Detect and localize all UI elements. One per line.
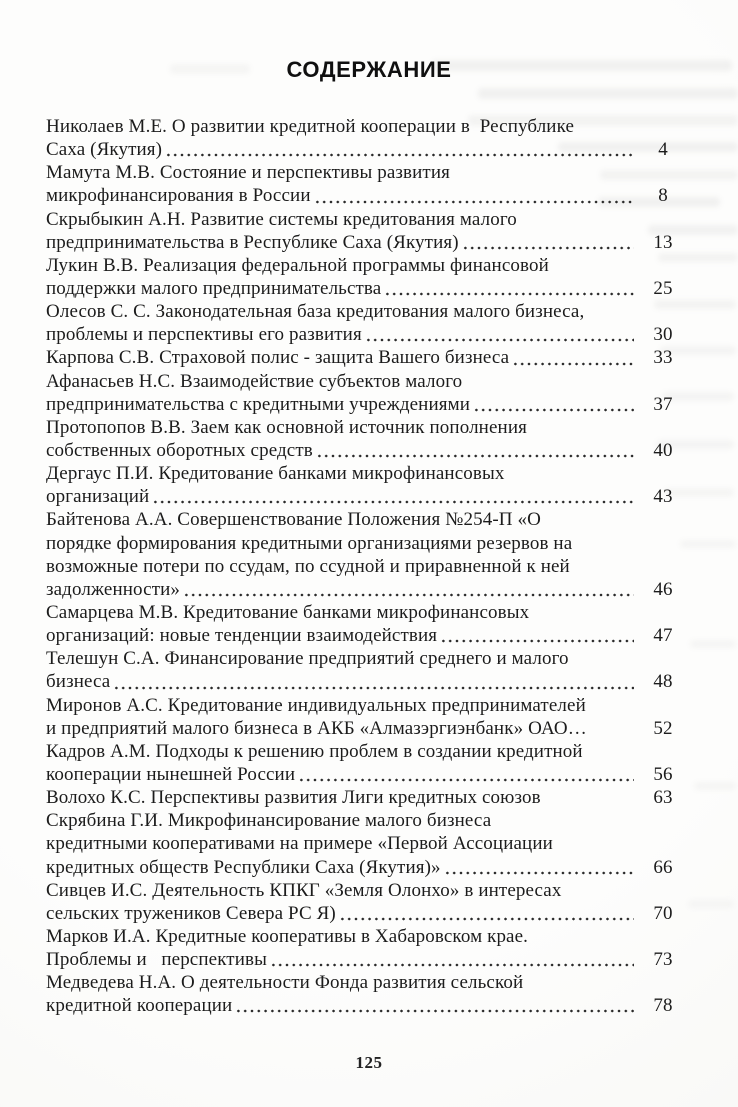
toc-entry-text: Дергаус П.И. Кредитование банками микрофинансовых [46, 463, 505, 485]
toc-line [46, 208, 686, 231]
toc-entry-text: бизнеса [46, 671, 111, 693]
toc-line [46, 601, 686, 624]
toc-entry-page-number: 8 [658, 185, 668, 207]
toc-line [46, 578, 686, 601]
dot-leader [465, 370, 634, 393]
toc-entry-page-number: 4 [658, 139, 668, 161]
dot-leader [586, 740, 634, 763]
dot-leader [270, 948, 634, 971]
toc-entry-text: Карпова С.В. Страховой полис - защита Вашего бизнеса [46, 347, 510, 369]
toc-entry-page-number: 43 [653, 486, 673, 508]
toc-line [46, 647, 686, 670]
toc-entry-text: Байтенова А.А. Совершенствование Положения №254-П «О [46, 509, 541, 531]
dot-leader [235, 994, 634, 1017]
toc-entry-text: кооперации нынешней России [46, 763, 296, 785]
toc-line [46, 925, 686, 948]
dot-leader [462, 231, 634, 254]
toc-entry-page-number: 63 [653, 787, 673, 809]
toc-entry-text: Сивцев И.С. Деятельность КПКГ «Земля Олонхо» в интересах [46, 879, 562, 901]
dot-leader [494, 809, 634, 832]
toc-line [46, 624, 686, 647]
toc-entry-page-number: 70 [653, 902, 673, 924]
toc-entry-text: Скрыбыкин А.Н. Развитие системы кредитования малого [46, 208, 517, 230]
dot-leader [590, 717, 634, 740]
bleed-through-artifact [478, 88, 738, 99]
toc-entry-page-number: 78 [653, 995, 673, 1017]
toc-line [46, 971, 686, 994]
toc-line [46, 485, 686, 508]
toc-entry-text: Скрябина Г.И. Микрофинансирование малого бизнеса [46, 810, 492, 832]
toc-entry-text: кредитной кооперации [46, 995, 233, 1017]
dot-leader [575, 532, 634, 555]
dot-leader [544, 786, 634, 809]
dot-leader [531, 925, 634, 948]
toc-line [46, 948, 686, 971]
toc-entry-page-number: 66 [653, 856, 673, 878]
toc-entry-text: Афанасьев Н.С. Взаимодействие субъектов малого [46, 370, 463, 392]
toc-line [46, 555, 686, 578]
toc-line [46, 439, 686, 462]
toc-entry-text: Проблемы и перспективы [46, 949, 267, 971]
bleed-through-artifact [680, 540, 736, 548]
toc-line [46, 717, 686, 740]
toc-entry-text: поддержки малого предпринимательства [46, 277, 382, 299]
dot-leader [572, 647, 634, 670]
toc-line [46, 300, 686, 323]
bleed-through-artifact [694, 782, 736, 790]
toc-entry-text: Волохо К.С. Перспективы развития Лиги кредитных союзов [46, 787, 541, 809]
page-title: СОДЕРЖАНИЕ [286, 57, 452, 82]
toc-entry-text: Кадров А.М. Подходы к решению проблем в создании кредитной [46, 740, 583, 762]
toc-entry-text: организаций [46, 486, 150, 508]
dot-leader [589, 694, 634, 717]
toc-line [46, 856, 686, 879]
dot-leader [444, 856, 634, 879]
dot-leader [316, 439, 634, 462]
toc-line [46, 393, 686, 416]
toc-line [46, 832, 686, 855]
toc-line [46, 763, 686, 786]
toc-line [46, 416, 686, 439]
dot-leader [440, 624, 634, 647]
toc-line [46, 277, 686, 300]
bleed-through-artifact [690, 640, 736, 648]
dot-leader [526, 971, 634, 994]
toc-line [46, 994, 686, 1017]
toc-line [46, 254, 686, 277]
toc-entry-page-number: 30 [653, 324, 673, 346]
dot-leader [365, 323, 634, 346]
toc-entry-text: проблемы и перспективы его развития [46, 324, 362, 346]
dot-leader [152, 485, 634, 508]
bleed-through-artifact [688, 900, 734, 908]
folio-page-number: 125 [355, 1053, 383, 1072]
toc-line [46, 161, 686, 184]
toc-line [46, 184, 686, 207]
toc-entry-text: Николаев М.Е. О развитии кредитной кооперации в Республике [46, 116, 575, 137]
dot-leader [552, 254, 634, 277]
dot-leader [587, 300, 634, 323]
toc-line [46, 115, 686, 138]
toc-entry-page-number: 33 [653, 347, 673, 369]
toc-entry-text: Мамута М.В. Состояние и перспективы развития [46, 162, 450, 184]
toc-line [46, 346, 686, 369]
toc-line [46, 694, 686, 717]
dot-leader [520, 208, 634, 231]
toc-entry-text: предпринимательства с кредитными учреждениями [46, 393, 471, 415]
toc-entry-page-number: 13 [653, 231, 673, 253]
toc-entry-text: Лукин В.В. Реализация федеральной программы финансовой [46, 254, 549, 276]
toc-entry-page-number: 73 [653, 949, 673, 971]
toc-entry-page-number: 52 [653, 717, 673, 739]
toc-entry-page-number: 25 [653, 277, 673, 299]
dot-leader [530, 416, 634, 439]
toc-entry-text: микрофинансирования в России [46, 185, 311, 207]
toc-entry-page-number: 46 [653, 578, 673, 600]
toc-line [46, 740, 686, 763]
toc-entry-page-number: 37 [653, 393, 673, 415]
dot-leader [512, 346, 634, 369]
toc-line [46, 462, 686, 485]
toc-line [46, 138, 686, 161]
toc-entry-text: сельских тружеников Севера РС Я) [46, 902, 336, 924]
toc-entry-text: Миронов А.С. Кредитование индивидуальных предпринимателей [46, 694, 586, 716]
toc-entry-text: возможные потери по ссудам, по ссудной и приравненной к ней [46, 555, 570, 577]
dot-leader [473, 393, 634, 416]
toc-entry-text: организаций: новые тенденции взаимодействия [46, 625, 438, 647]
toc-entry-text: Марков И.А. Кредитные кооперативы в Хабаровском крае. [46, 925, 529, 947]
toc-line [46, 323, 686, 346]
dot-leader [532, 601, 634, 624]
toc-entry-page-number: 40 [653, 439, 673, 461]
toc-line [46, 508, 686, 531]
toc-entry-text: и предприятий малого бизнеса в АКБ «Алмазэргиэнбанк» ОАО… [46, 717, 587, 739]
toc-entry-text: собственных оборотных средств [46, 439, 313, 461]
toc-entry-text: Телешун С.А. Финансирование предприятий среднего и малого [46, 648, 569, 670]
toc-line [46, 809, 686, 832]
dot-leader [113, 670, 634, 693]
dot-leader [544, 508, 634, 531]
toc-line [46, 786, 686, 809]
toc-entry-text: Саха (Якутия) [46, 139, 163, 161]
toc-entry-text: Олесов С. С. Законодательная база кредитования малого бизнеса, [46, 301, 585, 323]
toc-entry-page-number: 47 [653, 625, 673, 647]
toc-entry-text: Медведева Н.А. О деятельности Фонда развития сельской [46, 972, 524, 994]
toc-entry-text: предпринимательства в Республике Саха (Якутия) [46, 231, 459, 253]
dot-leader [507, 462, 634, 485]
dot-leader [165, 138, 634, 161]
toc-entry-text: задолженности» [46, 578, 181, 600]
toc-line [46, 670, 686, 693]
toc-entry-text: кредитных обществ Республики Саха (Якутия)» [46, 856, 441, 878]
toc-line [46, 231, 686, 254]
dot-leader [183, 578, 634, 601]
dot-leader [577, 115, 634, 138]
toc-entry-text: Протопопов В.В. Заем как основной источник пополнения [46, 416, 527, 438]
toc-entry-page-number: 48 [653, 671, 673, 693]
table-of-contents [46, 115, 686, 1017]
toc-line [46, 532, 686, 555]
dot-leader [564, 879, 634, 902]
dot-leader [453, 161, 634, 184]
toc-entry-text: порядке формирования кредитными организациями резервов на [46, 532, 573, 554]
dot-leader [314, 184, 634, 207]
dot-leader [573, 555, 634, 578]
toc-entry-page-number: 56 [653, 763, 673, 785]
dot-leader [384, 277, 634, 300]
dot-leader [298, 763, 634, 786]
toc-line [46, 879, 686, 902]
dot-leader [339, 902, 634, 925]
toc-entry-text: кредитными кооперативами на примере «Первой Ассоциации [46, 833, 553, 855]
toc-line [46, 902, 686, 925]
toc-line [46, 370, 686, 393]
toc-entry-text: Самарцева М.В. Кредитование банками микрофинансовых [46, 601, 530, 623]
dot-leader [556, 832, 634, 855]
